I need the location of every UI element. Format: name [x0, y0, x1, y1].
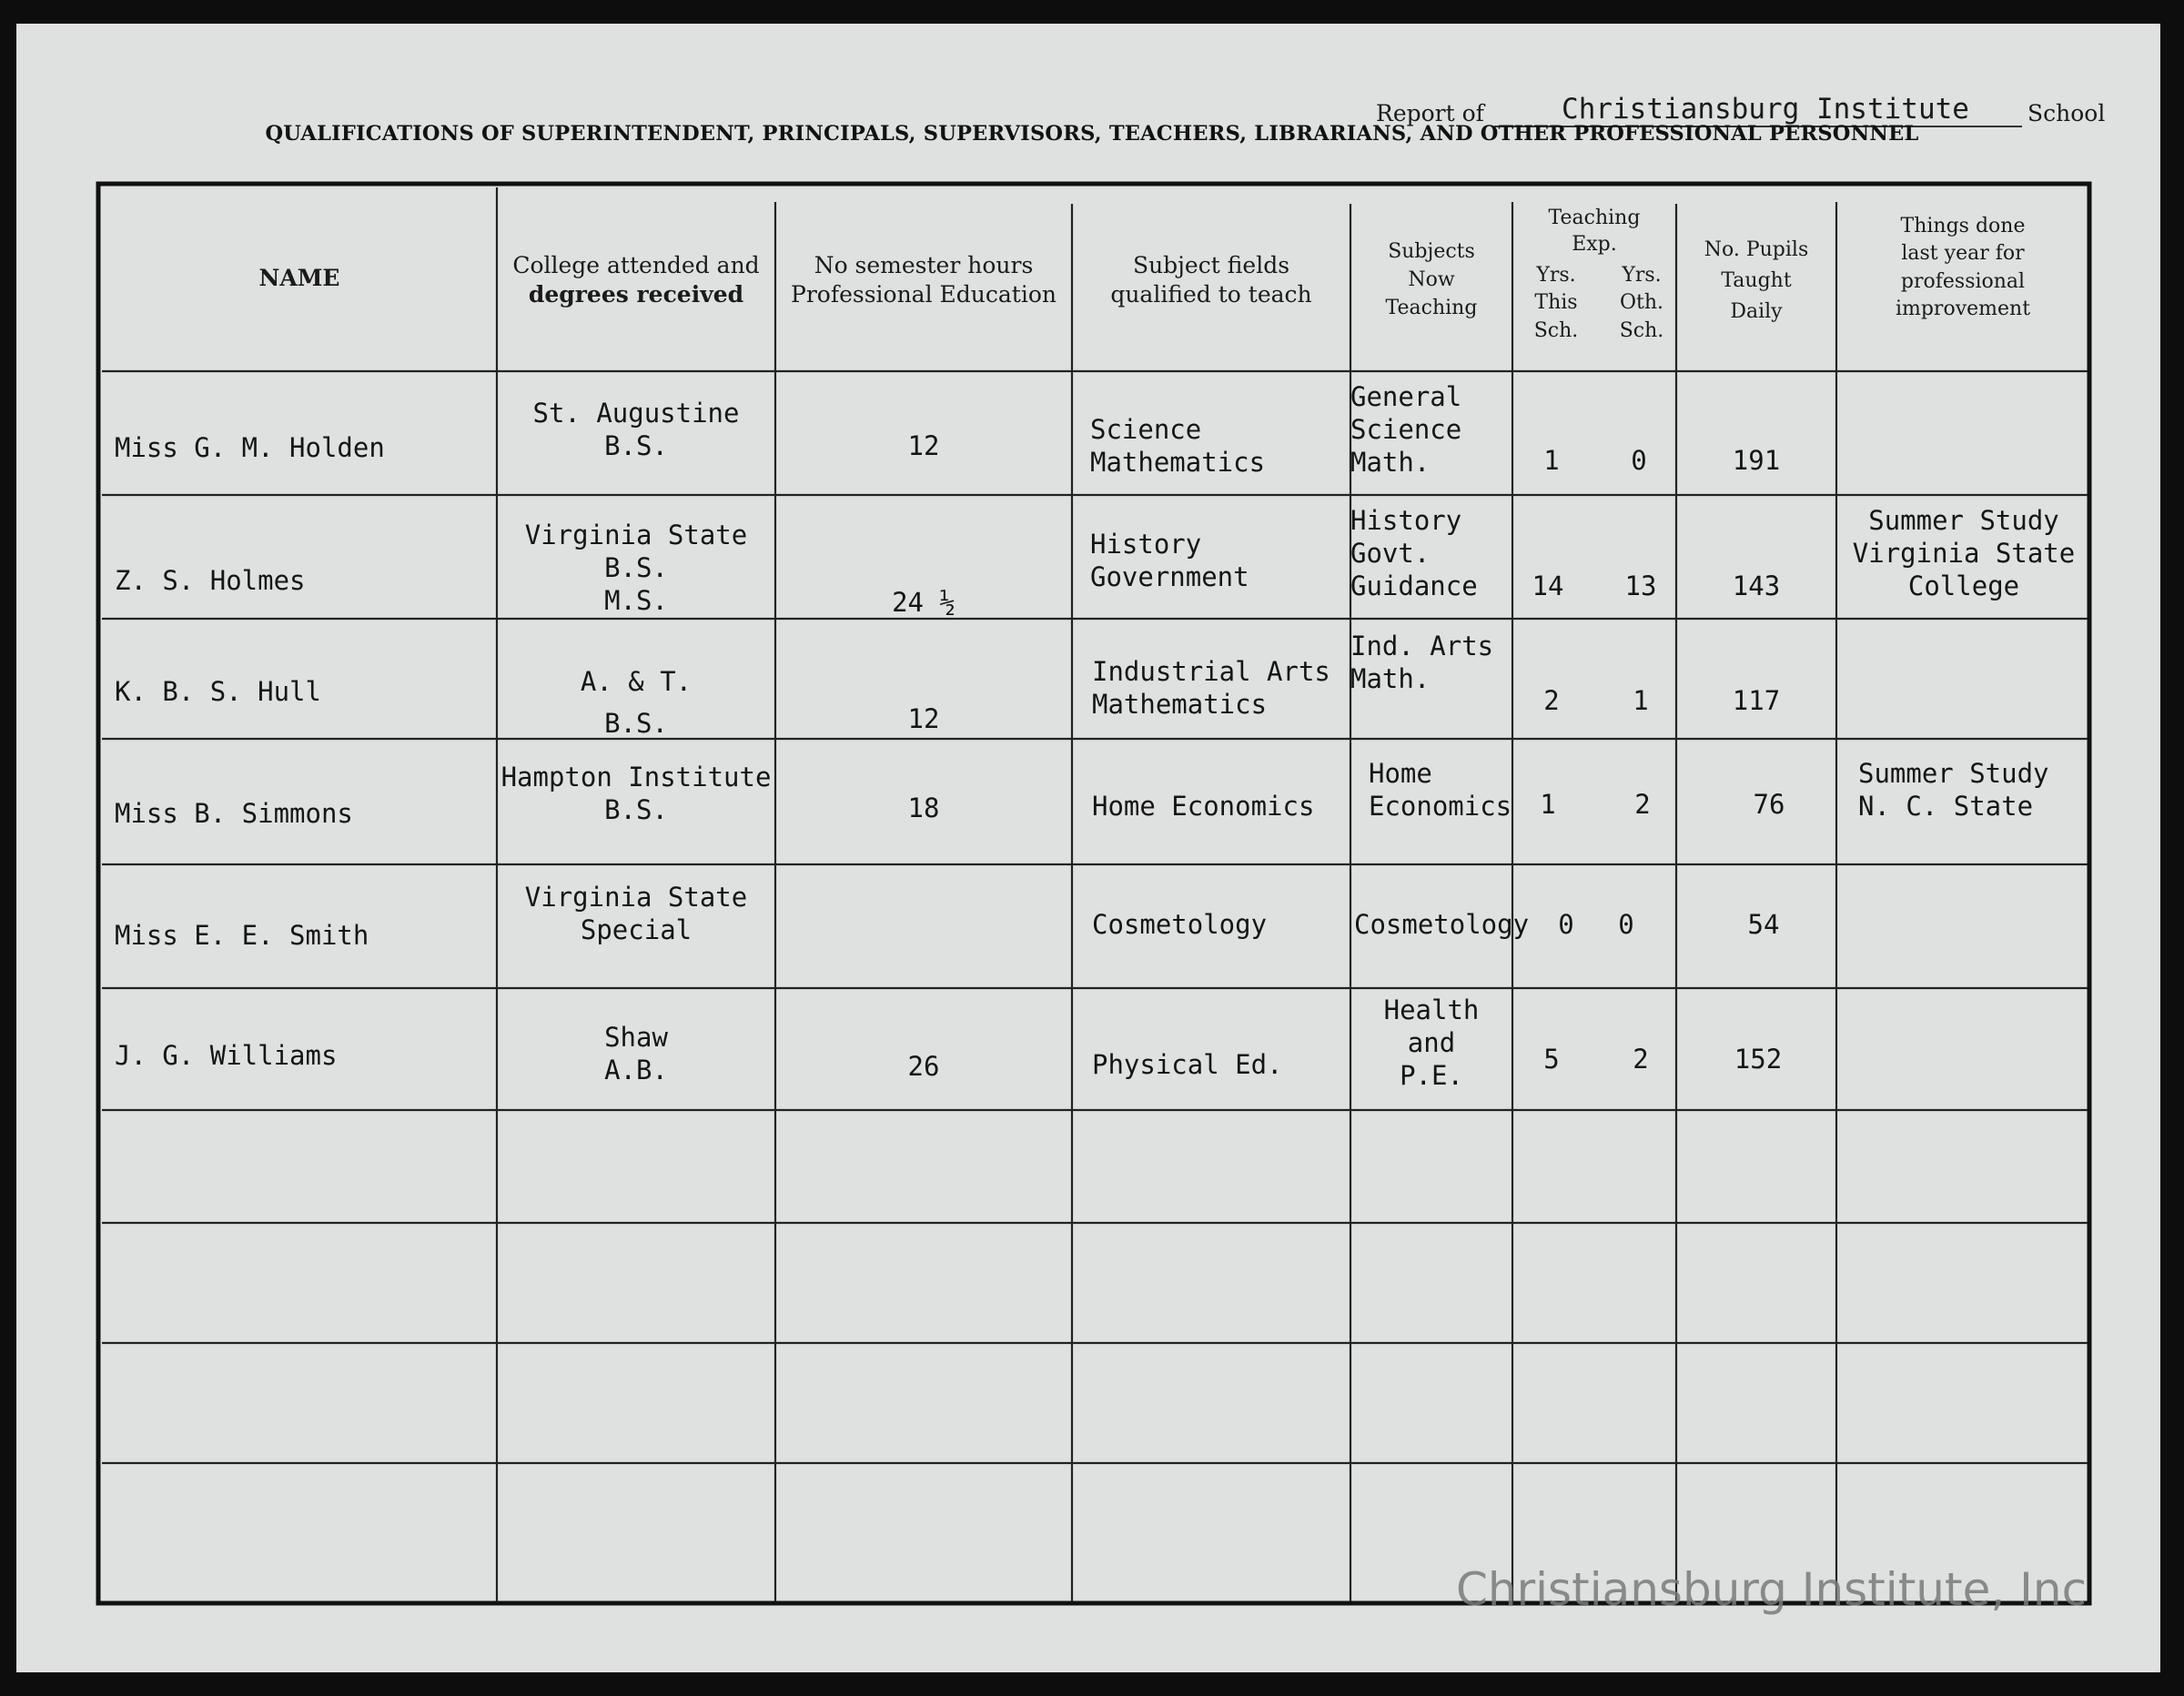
cell-pupils: 54 — [1747, 909, 1780, 940]
cell-college: Virginia State B.S. M.S. — [524, 520, 748, 616]
cell-hours: 12 — [907, 703, 940, 734]
cell-pupils: 117 — [1732, 685, 1781, 716]
col-header-fields: Subject fields qualified to teach — [1110, 252, 1312, 308]
cell-hours: 26 — [907, 1051, 940, 1082]
cell-college: A. & T. B.S. — [580, 666, 693, 739]
cell-pupils: 76 — [1753, 789, 1785, 820]
cell-hours: 18 — [907, 792, 940, 823]
cell-name: K. B. S. Hull — [115, 676, 321, 707]
cell-name: J. G. Williams — [115, 1040, 338, 1071]
cell-fields: Science Mathematics — [1090, 414, 1266, 478]
cell-fields: Home Economics — [1092, 791, 1315, 822]
cell-fields: Cosmetology — [1092, 909, 1268, 940]
cell-fields: Industrial Arts Mathematics — [1092, 656, 1330, 720]
cell-yrs-oth: 0 — [1618, 909, 1634, 940]
document-title: QUALIFICATIONS OF SUPERINTENDENT, PRINCIPALS, SUPERVISORS, TEACHERS, LIBRARIANS, AND OTHER PROFESSIONAL PERSONNEL — [265, 122, 1919, 146]
cell-yrs-oth: 0 — [1631, 445, 1647, 476]
col-header-pupils: No. Pupils Taught Daily — [1704, 238, 1809, 324]
cell-hours: 12 — [907, 430, 940, 461]
cell-name: Miss E. E. Smith — [115, 920, 369, 951]
col-header-name: NAME — [258, 265, 340, 291]
cell-subjects: Ind. Arts Math. — [1350, 631, 1494, 694]
cell-college: St. Augustine B.S. — [532, 398, 740, 461]
cell-college: Shaw A.B. — [604, 1022, 668, 1085]
cell-college: Virginia State Special — [524, 882, 748, 945]
cell-improvement: Summer Study N. C. State — [1858, 758, 2049, 822]
cell-subjects: Health and P.E. — [1383, 994, 1480, 1091]
col-header-yrs-oth: Yrs. Oth. Sch. — [1619, 264, 1664, 342]
cell-yrs-this: 1 — [1540, 789, 1556, 820]
cell-name: Z. S. Holmes — [115, 565, 306, 596]
cell-subjects: Cosmetology — [1354, 909, 1530, 940]
cell-yrs-this: 2 — [1543, 685, 1560, 716]
col-header-improvement: Things done last year for professional improvement — [1895, 215, 2031, 321]
cell-pupils: 152 — [1734, 1044, 1783, 1075]
report-of-label: Report of — [1376, 100, 1484, 126]
cell-hours: 24 ½ — [892, 587, 956, 618]
cell-yrs-this: 0 — [1558, 909, 1574, 940]
cell-yrs-this: 1 — [1543, 445, 1560, 476]
cell-subjects: General Science Math. — [1350, 381, 1462, 478]
cell-yrs-this: 14 — [1532, 570, 1564, 601]
cell-improvement: Summer Study Virginia State College — [1852, 505, 2076, 601]
col-header-subjects: Subjects Now Teaching — [1385, 240, 1478, 319]
school-label: School — [2027, 100, 2106, 126]
cell-subjects: History Govt. Guidance — [1350, 505, 1478, 601]
watermark: Christiansburg Institute, Inc — [1456, 1563, 2088, 1616]
cell-yrs-oth: 2 — [1633, 1044, 1649, 1075]
col-header-hours: No semester hours Professional Education — [791, 252, 1057, 308]
cell-fields: History Government — [1090, 529, 1249, 592]
cell-yrs-oth: 13 — [1624, 570, 1657, 601]
cell-college: Hampton Institute B.S. — [500, 762, 772, 825]
cell-name: Miss B. Simmons — [115, 798, 353, 829]
cell-fields: Physical Ed. — [1092, 1049, 1283, 1080]
table-grid — [95, 180, 2093, 1607]
cell-yrs-oth: 2 — [1634, 789, 1651, 820]
cell-name: Miss G. M. Holden — [115, 432, 385, 463]
qualifications-table — [95, 180, 2093, 1607]
col-header-college: College attended and degrees received — [512, 252, 760, 308]
school-name: Christiansburg Institute — [1562, 93, 1969, 126]
table-outer-border — [98, 184, 2089, 1603]
cell-subjects: Home Economics — [1369, 758, 1512, 822]
cell-pupils: 191 — [1732, 445, 1781, 476]
cell-yrs-this: 5 — [1543, 1044, 1560, 1075]
cell-pupils: 143 — [1732, 570, 1781, 601]
cell-yrs-oth: 1 — [1633, 685, 1649, 716]
col-header-yrs-this: Yrs. This Sch. — [1533, 264, 1579, 342]
col-header-teaching-exp: Teaching Exp. — [1548, 207, 1641, 256]
